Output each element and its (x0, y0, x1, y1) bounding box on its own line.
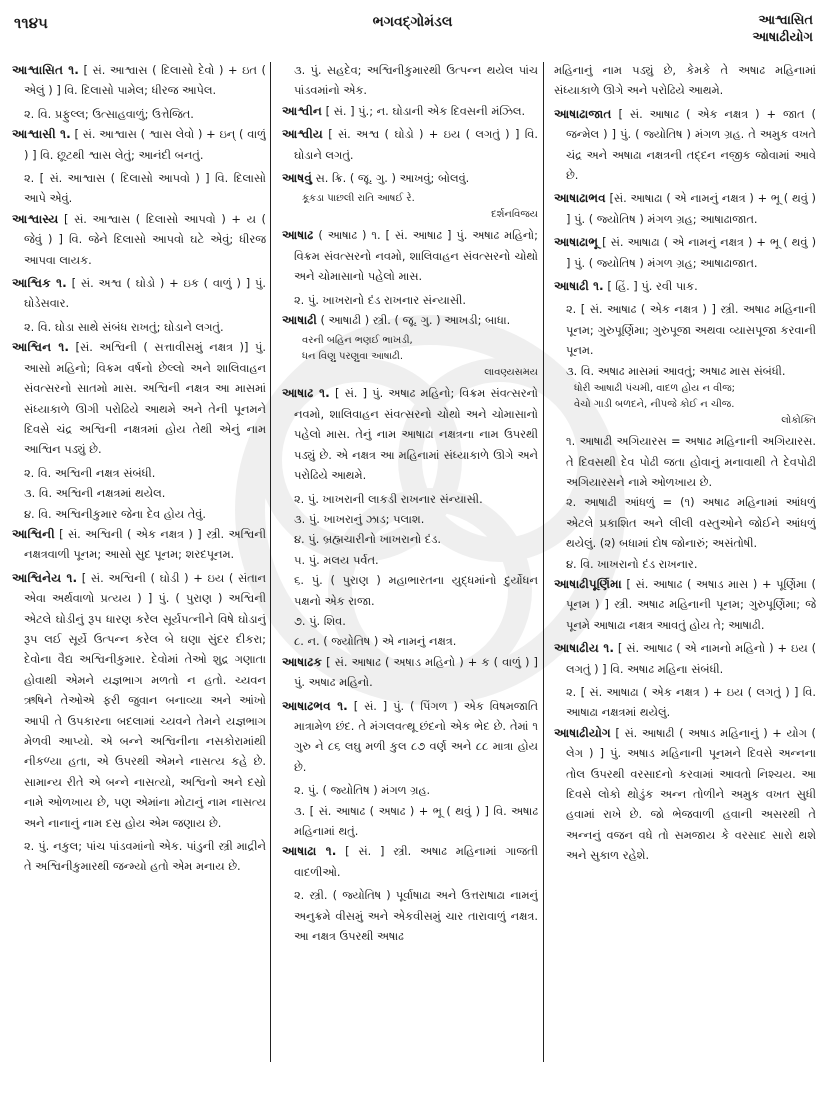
sense-definition: ૨. પું. ખાખરાની લાકડી રાખનાર સંન્યાસી. (294, 491, 483, 506)
headword: આષાઢી (282, 313, 317, 328)
dictionary-entry (554, 723, 816, 866)
dictionary-entry (282, 652, 538, 693)
definition: [સં. આષાઢા ( એ નામનું નક્ષત્ર ) + ભૂ ( થવું ) ] પું. ( જ્યોતિષ ) મંગળ ગ્રહ; આષાઢાજાત. (566, 191, 816, 226)
dictionary-entry (282, 696, 538, 778)
dictionary-entry (554, 276, 816, 296)
definition: [ સં. આષાઢી ( અષાડ મહિનાનું ) + યોગ ( લેગ ) ] પું. અષાડ મહિનાની પૂનમને દિવસે અન્નના તોલ ઉપરથી વરસાદનો કરવામાં આવતો નિશ્ચય. આ દિવસે લોકો થોડુંક અન્ન તોળીને અમુક વખત સુધી હવામાં રાખે છે. જો ભેજવાળી હવાની અસરથી તે અન્નનું વજન વધે તો સમજાય કે વરસાદ સારો થશે અને સુકાળ રહેશે. (566, 725, 816, 863)
headword: આશ્વાસિત ૧. (12, 63, 79, 77)
quotation-line: ધોરી આષાઢી પંચમી, વાદળ હોય ન વીજ; (574, 383, 736, 395)
definition: [ સં. અશ્વ ( ઘોડો ) + ઇક ( વાળું ) ] પું. ઘોડેસવાર. (24, 276, 266, 311)
sense-definition: ૨. પું. નકુલ; પાંચ પાંડવમાંનો એક. પાંડુની સ્ત્રી માદ્રીને તે અશ્વિનીકુમારથી જન્મ્યો હતો એમ મનાય છે. (24, 839, 266, 874)
dictionary-entry (12, 124, 266, 165)
sense-definition: ૭. પું. શિવ. (294, 613, 346, 628)
sense-definition: ૩. વિ. અષાઢ માસમાં આવતું; અષાઢ માસ સંબંધી. (566, 363, 786, 378)
headword: આષાઢ (282, 228, 314, 243)
definition: [ સં. આશ્વાસ ( દિલાસો આપવો ) + ય ( જેવું ) ] વિ. જેને દિલાસો આપવો ઘટે એવું; ધીરજ આપવા લાયક. (24, 211, 266, 267)
quotation-line: કૂકડા પાછલી રાતિ આષઈ રે. (302, 193, 415, 205)
quotation-attribution: લાવણ્યસમય (484, 367, 538, 379)
dictionary-entry (282, 841, 538, 882)
sense-definition: ૨. [ સં. આષાઢ ( એક નક્ષત્ર ) ] સ્ત્રી. અષાઢ મહિનાની પૂનમ; ગુરુપૂર્ણિમા; ગુરુપૂજા અથવા વ્યાસપૂજા કરવાની પૂનમ. (566, 302, 816, 358)
dictionary-entry (554, 188, 816, 229)
quotation-line: ધન વિણુ પરણુવા આષાઢી. (302, 351, 404, 363)
page-header (0, 0, 825, 60)
dictionary-entry (12, 524, 266, 565)
sense-definition: ૬. પું. ( પુરાણ ) મહાભારતના યુદ્ધમાંનો દુર્યોધન પક્ષનો એક રાજા. (294, 573, 538, 608)
sense-definition: ૩. વિ. અશ્વિની નક્ષત્રમાં થયેલ. (24, 486, 166, 501)
sense-definition: ૨. વિ. ઘોડા સાથે સંબંધ રાખતું; ઘોડાને લગતું. (24, 319, 224, 334)
dictionary-entry (12, 337, 266, 459)
definition: [ સં. આશ્વાસ ( શ્વાસ લેવો ) + ઇન્ ( વાળું ) ] વિ. છૂટથી શ્વાસ લેતું; આનંદી બનતું. (24, 127, 266, 162)
sense-definition: ૮. ન. ( જ્યોતિષ ) એ નામનું નક્ષત્ર. (294, 634, 457, 649)
dictionary-entry (282, 101, 538, 121)
page-number: ૧૧૪૫ (14, 14, 48, 32)
sense-definition: ૨. સ્ત્રી. ( જ્યોતિષ ) પૂર્વાષાઢા અને ઉત્તરાષાઢા નામનું અનુક્રમે વીસમું અને એકવીસમું ચાર તારાવાળું નક્ષત્ર. આ નક્ષત્ર ઉપરથી અષાઢ (294, 888, 538, 944)
sense-definition: ૪. વિ. અશ્વિનીકુમાર જેના દેવ હોય તેવું. (24, 506, 206, 521)
definition: [ સં. ] પું.; ન. ઘોડાની એક દિવસની મંઝિલ. (325, 103, 526, 118)
column-2 (282, 60, 538, 1086)
sense-definition: ૪. પું. બ્રહ્મચારીનો ખાખરાનો દંડ. (294, 532, 442, 547)
dictionary-entry (554, 232, 816, 273)
sense-definition: ૫. પું. મલય પર્વત. (294, 552, 379, 567)
quotation-line: વેચો ગાડી બળદને, નીપજે કોઈ ન ચીજ. (574, 399, 735, 411)
headword: આશ્વિની (12, 526, 55, 541)
sense-definition: ૨. [ સં. આષાઢા ( એક નક્ષત્ર ) + ઇય ( લગતું ) ] વિ. આષાઢા નક્ષત્રમાં થયેલું. (566, 684, 816, 720)
headword: આશ્વિનેય ૧. (12, 570, 78, 585)
headword: આષાઢી ૧. (554, 279, 604, 294)
dictionary-entry (554, 104, 816, 186)
dictionary-entry (282, 124, 538, 165)
sense-definition: ૨. [ સં. આશ્વાસ ( દિલાસો આપવો ) ] વિ. દિલાસો આપે એવું. (24, 171, 266, 206)
dictionary-entry (282, 310, 538, 330)
definition: સ. ક્રિ. ( જૂ. ગુ. ) આખવું; બોલવું. (315, 171, 470, 186)
headword: આષાઢાભૂ (554, 235, 599, 250)
headword: આષવું (282, 171, 312, 186)
definition: [સં. અશ્વિની ( સત્તાવીસમું નક્ષત્ર )] પું. આસો મહિનો; વિક્રમ વર્ષનો છેલ્લો અને શાલિવાહન સંવત્સરનો સાતમો માસ. અશ્વિની નક્ષત્ર આ માસમાં સંધ્યાકાળે ઊગી પરોઢિયે આથમે અને તેની પૂનમને દિવસે ચંદ્ર અશ્વિની નક્ષત્રમાં હોય તેથી એનું નામ આશ્વિન પડ્યું છે. (24, 340, 266, 457)
dictionary-entry (282, 383, 538, 485)
dictionary-entry (554, 638, 816, 679)
definition: [ સં. ] પું. અષાઢ મહિનો; વિક્રમ સંવત્સરનો નવમો, શાલિવાહન સંવત્સરનો ચોથો અને ચોમાસાનો પહેલો માસ. તેનું નામ આષાઢા નક્ષત્રના નામ ઉપરથી પડ્યું છે. એ નક્ષત્ર આ મહિનામાં સંધ્યાકાળે ઊગે અને પરોઢિયે આથમે. (294, 386, 538, 483)
headword: આષાઢભવ ૧. (282, 698, 348, 713)
sense-definition: ૩. પું. સહદેવ; અશ્વિનીકુમારથી ઉત્પન્ન થયેલ પાંચ પાંડવમાંનો એક. (294, 63, 538, 98)
definition: [ સં. આષાઢ ( અષાડ મહિનો ) + ક ( વાળું ) ] પું. અષાઢ મહિનો. (294, 654, 538, 690)
sense-definition: ૩. [ સં. આષાઢ ( અષાઢ ) + ભૂ ( થવું ) ] વિ. અષાઢ મહિનામાં થતું. (294, 803, 538, 838)
page-title: ભગવદ્ગોમંડલ (372, 14, 453, 30)
headword: આષાઢ ૧. (282, 386, 330, 401)
headword: આષાઢીપૂર્ણિમા (554, 576, 622, 591)
sense-definition: ૨. પું. ( જ્યોતિષ ) મંગળ ગ્રહ. (294, 783, 431, 798)
dictionary-entry (282, 225, 538, 286)
guide-word-last: આષાઢીયોગ (752, 30, 813, 45)
headword: આષાઢા ૧. (282, 844, 337, 859)
headword: આષાઢાભવ (554, 191, 606, 206)
column-divider (543, 62, 544, 1062)
sense-definition: ૨. વિ. અશ્વિની નક્ષત્ર સંબંધી. (24, 465, 156, 480)
headword: આશ્વિન ૧. (12, 340, 69, 355)
definition: [ સં. આષાઢ ( એક નક્ષત્ર ) + જાત ( જન્મેલ ) ] પું. ( જ્યોતિષ ) મંગળ ગ્રહ. તે અમુક વખતે ચંદ્ર અને અષાઢા નક્ષત્રની તદ્દન નજીક જોવામાં આવે છે. (566, 106, 816, 183)
headword: આષાઢીય ૧. (554, 641, 614, 656)
guide-word-first: આશ્વાસિત (758, 13, 813, 28)
definition: [ સં. ] સ્ત્રી. અષાઢ મહિનામાં ગાજતી વાદળીઓ. (294, 844, 538, 879)
headword: આશ્વાસ્ય (12, 211, 59, 226)
headword: આષાઢીયોગ (554, 725, 611, 740)
definition: [ સં. ] પું. ( પિંગળ ) એક વિષમજાતિ માત્રામેળ છંદ. તે મંગલવત્થૂ છંદનો એક ભેદ છે. તેમાં ૧ ગુરુ ને ૮૬ લઘુ મળી કુલ ૮૭ વર્ણ અને ૮૮ માત્રા હોય છે. (294, 698, 538, 774)
headword: આશ્વીન (282, 103, 322, 118)
guide-words (752, 12, 813, 46)
definition: [ હિં. ] પું. રવી પાક. (607, 279, 698, 294)
definition: [ સં. અશ્વિની ( એક નક્ષત્ર ) ] સ્ત્રી. અશ્વિની નક્ષત્રવાળી પૂનમ; આસો સુદ પૂનમ; શરદપૂનમ. (24, 526, 266, 562)
definition: [ સં. અશ્વિની ( ઘોડી ) + ઇય ( સંતાન એવા અર્થવાળો પ્રત્યય ) ] પું. ( પુરાણ ) અશ્વિની એટલે ઘોડીનું રૂપ ધારણ કરેલ સૂર્યપત્નીને વિષે ઘોડાનું રૂપ લઈ સૂર્યે ઉત્પન્ન કરેલ બે ઘણા સુંદર દીકરા; દેવોના વૈદ્ય અશ્વિનીકુમાર. દેવોમાં તેઓ શુદ્ર ગણાતા હોવાથી એમને યજ્ઞભાગ મળતો ન હતો. ચ્યવન ઋષિને તેઓએ ફરી જુવાન બનાવ્યા અને આંખો આપી તે ઉપકારના બદલામાં ચ્યવને તેમને યજ્ઞભાગ મેળવી આપ્યો. એ બન્ને અશ્વિનીના નસકોરામાંથી નીકળ્યા હતા, એ ઉપરથી એમને નાસત્ય કહે છે. સામાન્ય રીતે એ બન્ને નાસત્યો, અશ્વિનો અને દસ્રો નામે ઓળખાય છે, પણ એમાંના મોટાનું નામ નાસત્ય અને નાનાનું નામ દસ્ર હોય એમ જણાય છે. (24, 570, 266, 830)
continued-text: મહિનાનું નામ પડ્યું છે, કેમકે તે અષાઢ મહિનામાં સંધ્યાકાળે ઊગે અને પરોઢિયે આથમે. (554, 63, 816, 98)
definition: [ સં. અશ્વ ( ઘોડો ) + ઇય ( લગતું ) ] વિ. ઘોડાને લગતું. (294, 127, 538, 162)
headword: આશ્વીય (282, 127, 323, 142)
headword: આશ્વિક ૧. (12, 276, 67, 291)
dictionary-entry (12, 273, 266, 314)
sense-definition: ૨. પું. ખાખરાનો દંડ રાખનાર સંન્યાસી. (294, 292, 466, 307)
dictionary-entry (282, 168, 538, 188)
column-3 (554, 60, 816, 1086)
definition: ( આષાઢ ) ૧. [ સં. આષાઢ ] પું. અષાઢ મહિનો; વિક્રમ સંવત્સરનો નવમો, શાલિવાહન સંવત્સરનો ચોથો અને ચોમાસાનો પહેલો માસ. (294, 228, 538, 284)
quotation-attribution: લોકોક્તિ (781, 415, 816, 427)
definition: [ સં. આષાઢ ( અષાડ માસ ) + પૂર્ણિમા ( પૂનમ ) ] સ્ત્રી. અષાઢ મહિનાની પૂનમ; ગુરુપૂર્ણિમા; જે પૂનમે આષાઢા નક્ષત્ર આવતું હોય તે; આષાઢી. (566, 576, 816, 632)
phrase-definition: ૧. આષાઢી અગિયારસ = અષાઢ મહિનાની અગિયારસ. તે દિવસથી દેવ પોઢી જતા હોવાનું મનાવાથી તે દેવપોઢી અગિયારસને નામે ઓળખાય છે. (566, 434, 816, 489)
definition: [ સં. આશ્વાસ ( દિલાસો દેવો ) + ઇત ( એલું ) ] વિ. દિલાસો પામેલ; ધીરજ આપેલ. (24, 63, 266, 98)
headword: આષાઢાજાત (554, 106, 612, 121)
definition: [ સં. આષાઢ ( એ નામનો મહિનો ) + ઇય ( લગતું ) ] વિ. અષાઢ મહિના સંબંધી. (566, 641, 816, 676)
sense-definition: ૨. વિ. પ્રફુલ્લ; ઉત્સાહવાળું; ઉત્તેજિત. (24, 106, 194, 121)
definition: [ સં. આષાઢા ( એ નામનું નક્ષત્ર ) + ભૂ ( થવું ) ] પું. ( જ્યોતિષ ) મંગળ ગ્રહ; આષાઢાજાત. (566, 235, 816, 270)
phrase-definition: ૨. આષાઢી આંધળું = (૧) અષાઢ મહિનામાં આંધળું એટલે પ્રકાશિત અને લીલી વસ્તુઓને જોઈને આંધળું થયેલું. (૨) બધામાં દોષ જોનારું; અસંતોષી. (566, 495, 816, 551)
sense-definition: ૪. વિ. ખાખરાનો દંડ રાખનાર. (566, 556, 698, 571)
headword: આષાઢક (282, 654, 322, 669)
sense-definition: ૩. પું. ખાખરાનું ઝાડ; પલાશ. (294, 511, 425, 526)
dictionary-entry (12, 568, 266, 833)
dictionary-entry (554, 574, 816, 635)
headword: આશ્વાસી ૧. (12, 127, 71, 142)
quotation-attribution: દર્શનવિજય (491, 209, 538, 221)
dictionary-entry (12, 60, 266, 101)
definition: ( આષાઢી ) સ્ત્રી. ( જૂ. ગુ. ) આખડી; બાધા. (320, 313, 511, 328)
column-1 (12, 60, 266, 1086)
column-divider (270, 62, 271, 1062)
dictionary-entry (12, 209, 266, 270)
quotation-line: વરની બહિન ભણઈ ભાખડી, (302, 335, 413, 347)
